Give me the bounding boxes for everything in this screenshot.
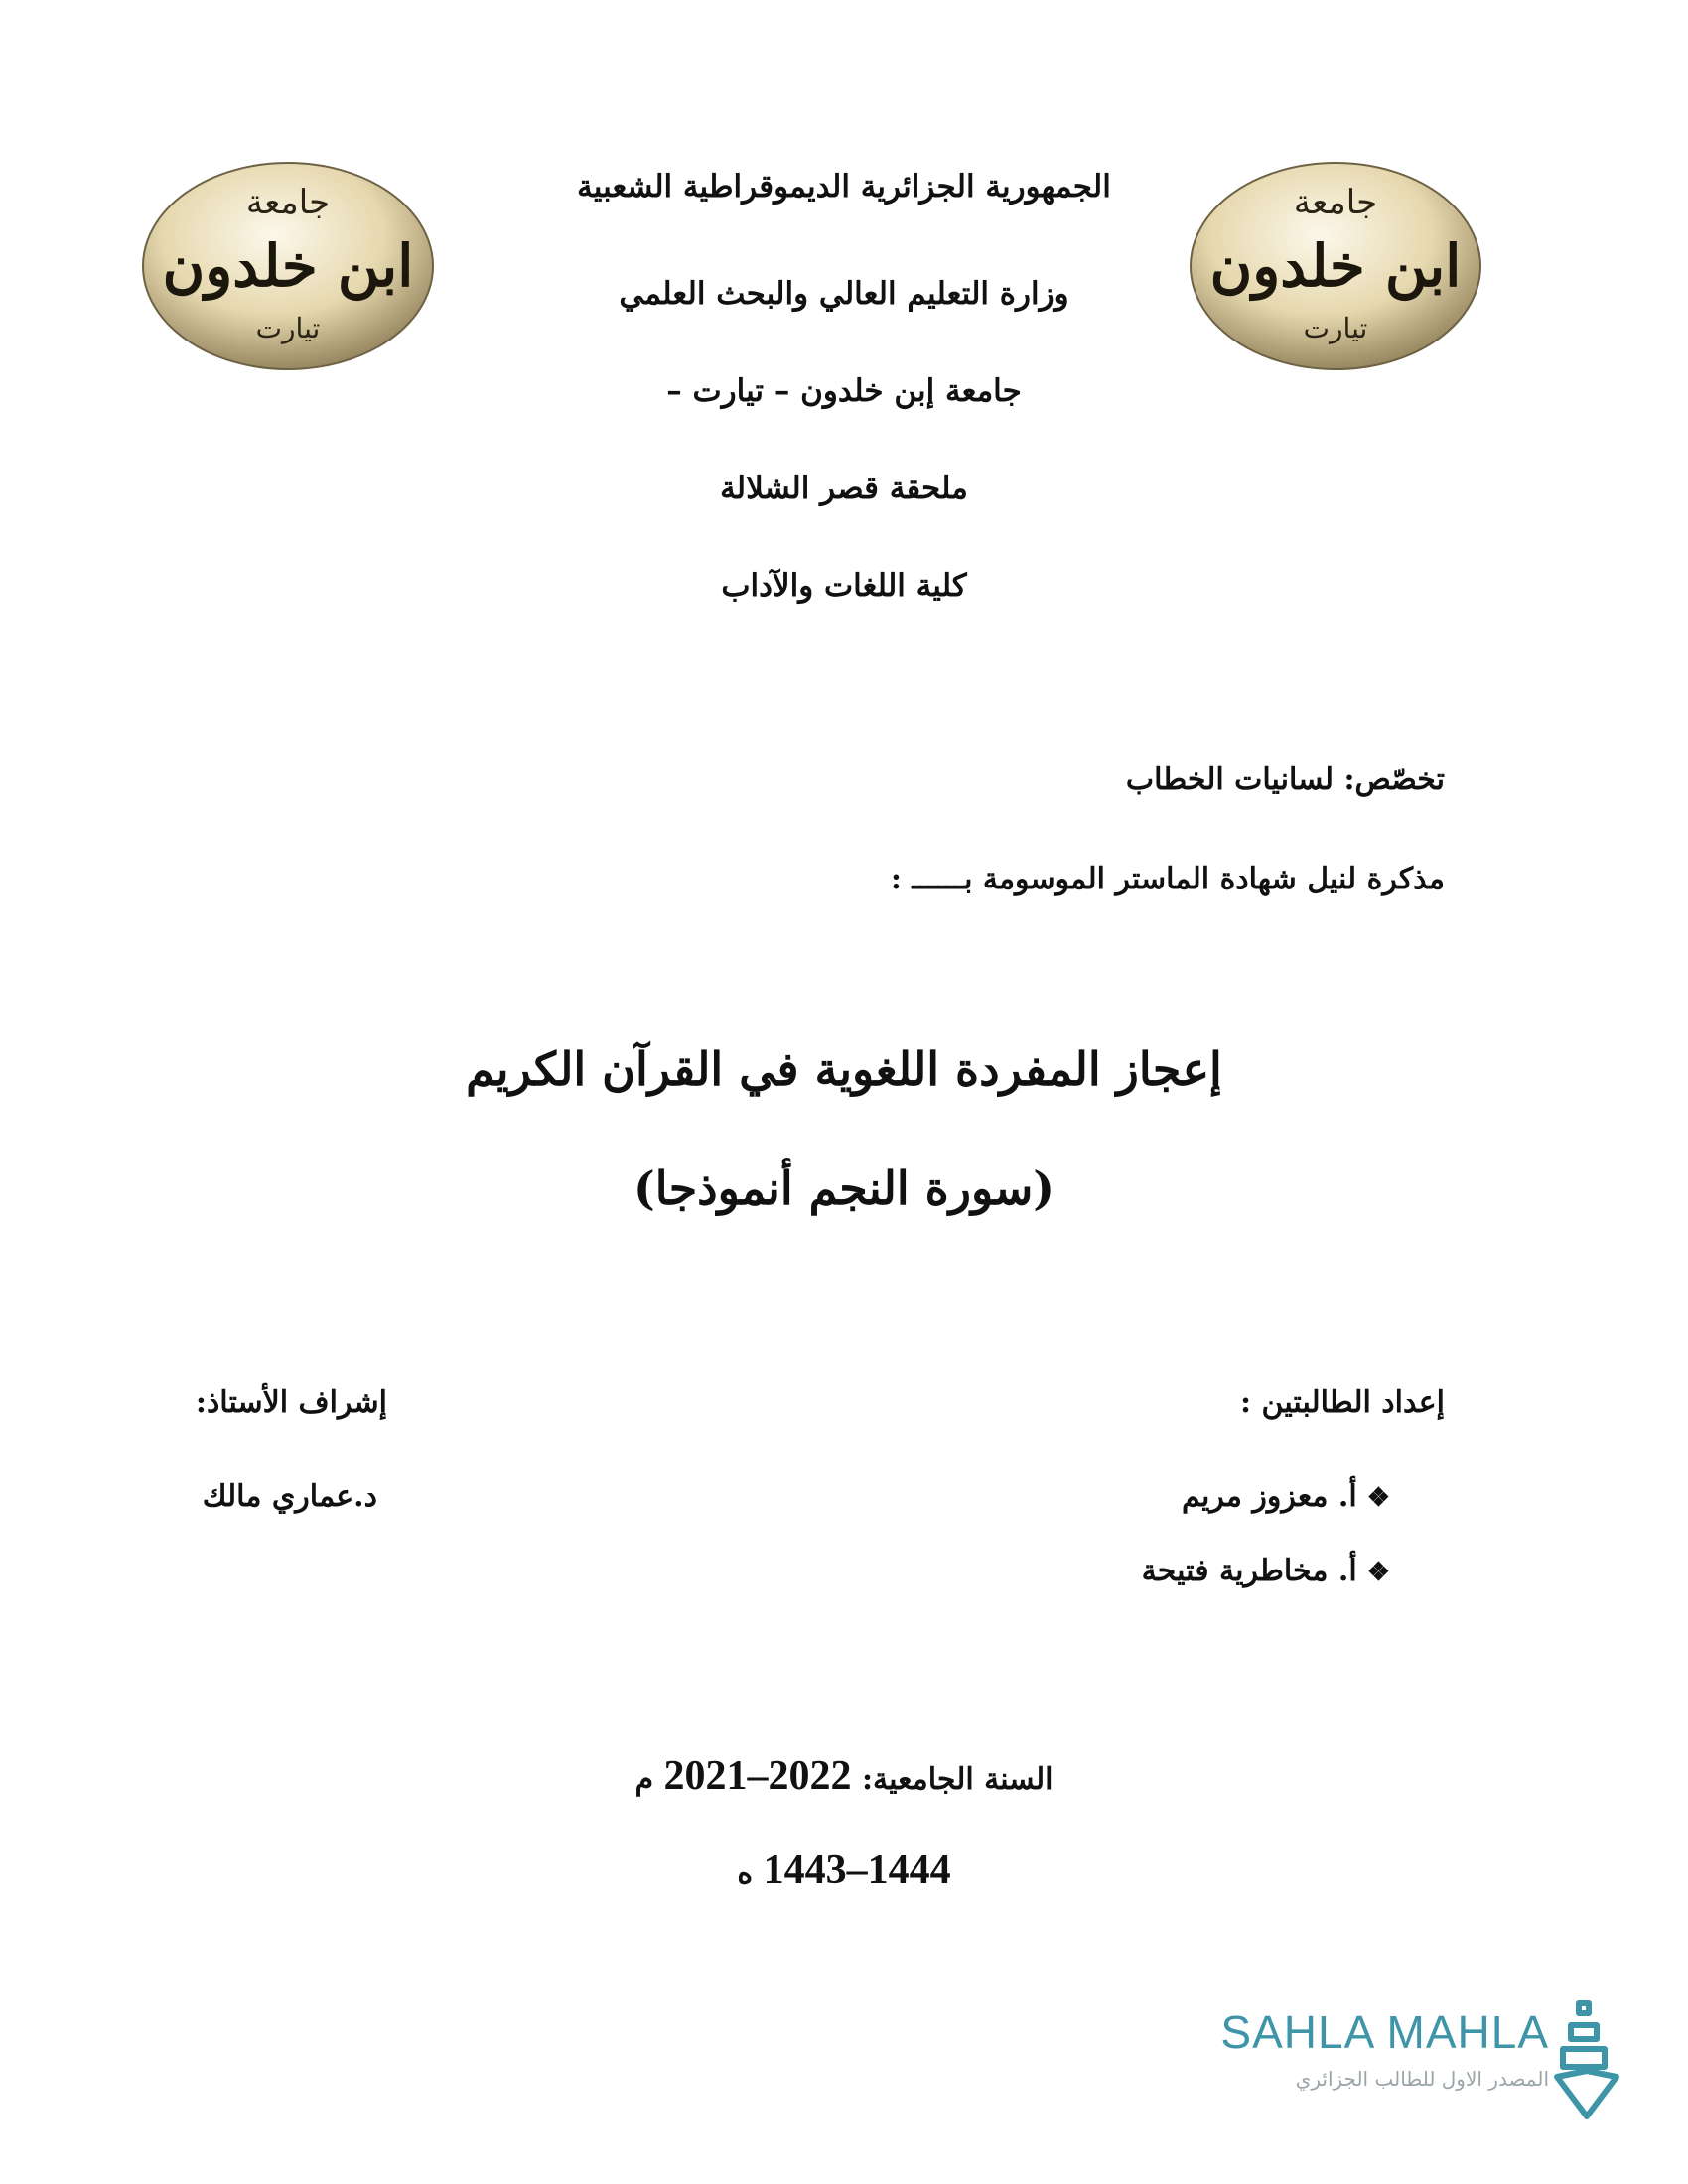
student-name: أ. معزوز مريم [1182,1479,1357,1514]
seal-bottom-text: تيارت [1303,312,1368,344]
academic-year-label: السنة الجامعية: [861,1762,1054,1797]
supervisor-label: إشراف الأستاذ: [195,1385,387,1420]
list-item [894,1554,1390,1588]
hijri-years: 1443–1444 [763,1847,951,1893]
annex-name: ملحقة قصر الشلالة [720,471,968,506]
seal-main-text: ابن خلدون [162,232,414,300]
seal-main-text: ابن خلدون [1209,232,1462,300]
hijri-suffix: ه [737,1856,754,1891]
ministry-name: وزارة التعليم العالي والبحث العلمي [619,276,1069,312]
academic-year-hijri [447,1846,1241,1894]
seal-top-text: جامعة [245,183,331,222]
student-name: أ. مخاطرية فتيحة [1141,1554,1357,1588]
academic-year-gregorian [447,1752,1241,1800]
memo-line: مذكرة لنيل شهادة الماستر الموسومة بــــــ : [890,862,1445,896]
thesis-subtitle: (سورة النجم أنموذجا) [633,1161,1055,1215]
supervisor-name: د.عماري مالك [202,1479,377,1514]
faculty-name: كلية اللغات والآداب [721,568,967,604]
watermark-brand: SAHLA MAHLA [1220,2006,1549,2058]
sahla-mahla-watermark [1162,1995,1628,2124]
students-label: إعداد الطالبتين : [1239,1385,1445,1420]
university-name: جامعة إبن خلدون – تيارت – [666,373,1022,409]
list-item [894,1479,1390,1514]
diamond-bullet-icon: ❖ [1366,1558,1390,1587]
watermark-tagline: المصدر الاول للطالب الجزائري [1295,2067,1549,2091]
thesis-title: إعجاز المفردة اللغوية في القرآن الكريم [466,1042,1222,1096]
diamond-bullet-icon: ❖ [1366,1483,1390,1513]
republic-name: الجمهورية الجزائرية الديموقراطية الشعبية [577,169,1111,205]
seal-bottom-text: تيارت [255,312,321,344]
seal-top-text: جامعة [1293,183,1378,222]
specialty: تخصّص: لسانيات الخطاب [1125,762,1445,797]
sahla-mahla-logo-icon [1549,1995,1628,2124]
gregorian-years: 2021–2022 [663,1753,852,1799]
gregorian-suffix: م [634,1762,654,1797]
university-seal-icon [139,159,437,372]
